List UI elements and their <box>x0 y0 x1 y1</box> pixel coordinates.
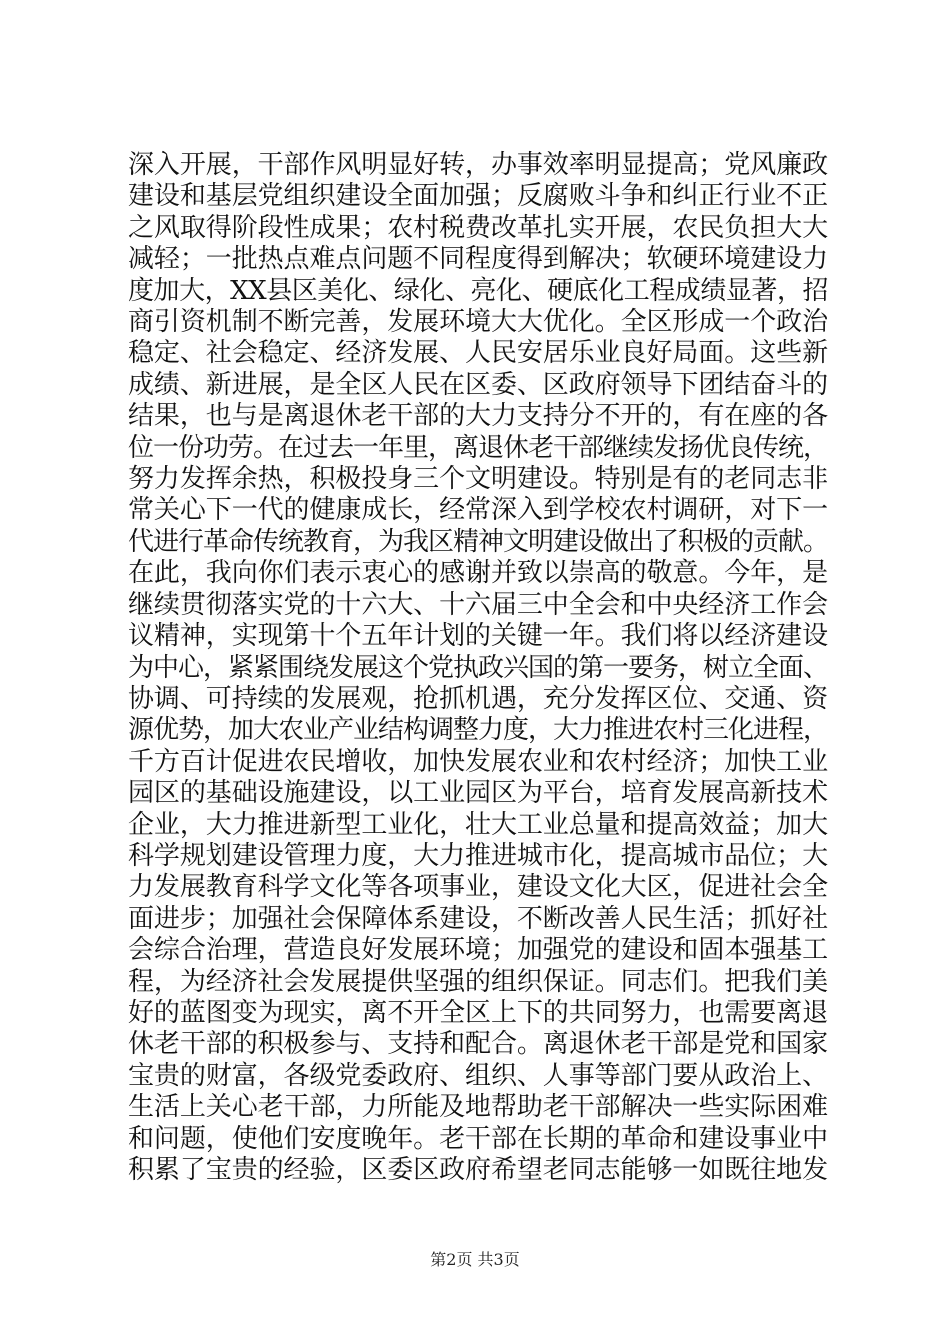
text-line: 成绩、新进展，是全区人民在区委、区政府领导下团结奋斗的 <box>128 369 828 400</box>
text-line: 程，为经济社会发展提供坚强的组织保证。同志们。把我们美 <box>128 966 828 997</box>
text-line: 生活上关心老干部，力所能及地帮助老干部解决一些实际困难 <box>128 1092 828 1123</box>
text-line: 源优势，加大农业产业结构调整力度，大力推进农村三化进程， <box>128 715 828 746</box>
text-line: 商引资机制不断完善，发展环境大大优化。全区形成一个政治 <box>128 307 828 338</box>
text-line: 努力发挥余热，积极投身三个文明建设。特别是有的老同志非 <box>128 464 828 495</box>
text-line: 为中心，紧紧围绕发展这个党执政兴国的第一要务，树立全面、 <box>128 652 828 683</box>
text-line: 位一份功劳。在过去一年里，离退休老干部继续发扬优良传统， <box>128 432 828 463</box>
text-line: 议精神，实现第十个五年计划的关键一年。我们将以经济建设 <box>128 621 828 652</box>
text-line: 结果，也与是离退休老干部的大力支持分不开的，有在座的各 <box>128 401 828 432</box>
text-line: 好的蓝图变为现实，离不开全区上下的共同努力，也需要离退 <box>128 997 828 1028</box>
text-line: 度加大，XX县区美化、绿化、亮化、硬底化工程成绩显著，招 <box>128 275 828 306</box>
page-footer: 第2页 共3页 <box>430 1250 520 1269</box>
text-line: 代进行革命传统教育，为我区精神文明建设做出了积极的贡献。 <box>128 526 828 557</box>
text-line: 之风取得阶段性成果；农村税费改革扎实开展，农民负担大大 <box>128 212 828 243</box>
text-line: 减轻；一批热点难点问题不同程度得到解决；软硬环境建设力 <box>128 244 828 275</box>
text-line: 会综合治理，营造良好发展环境；加强党的建设和固本强基工 <box>128 935 828 966</box>
body-paragraph <box>128 150 828 1186</box>
text-line: 宝贵的财富，各级党委政府、组织、人事等部门要从政治上、 <box>128 1060 828 1091</box>
text-line: 科学规划建设管理力度，大力推进城市化，提高城市品位；大 <box>128 840 828 871</box>
text-line: 稳定、社会稳定、经济发展、人民安居乐业良好局面。这些新 <box>128 338 828 369</box>
text-line: 协调、可持续的发展观，抢抓机遇，充分发挥区位、交通、资 <box>128 683 828 714</box>
text-line: 建设和基层党组织建设全面加强；反腐败斗争和纠正行业不正 <box>128 181 828 212</box>
text-line: 休老干部的积极参与、支持和配合。离退休老干部是党和国家 <box>128 1029 828 1060</box>
text-line: 继续贯彻落实党的十六大、十六届三中全会和中央经济工作会 <box>128 589 828 620</box>
text-line: 面进步；加强社会保障体系建设，不断改善人民生活；抓好社 <box>128 903 828 934</box>
text-line: 力发展教育科学文化等各项事业，建设文化大区，促进社会全 <box>128 872 828 903</box>
text-line: 在此，我向你们表示衷心的感谢并致以崇高的敬意。今年，是 <box>128 558 828 589</box>
text-line: 深入开展，干部作风明显好转，办事效率明显提高；党风廉政 <box>128 150 828 180</box>
text-line: 千方百计促进农民增收，加快发展农业和农村经济；加快工业 <box>128 746 828 777</box>
text-line: 积累了宝贵的经验，区委区政府希望老同志能够一如既往地发 <box>128 1155 828 1185</box>
text-line: 和问题，使他们安度晚年。老干部在长期的革命和建设事业中 <box>128 1123 828 1154</box>
text-line: 企业，大力推进新型工业化，壮大工业总量和提高效益；加大 <box>128 809 828 840</box>
text-line: 园区的基础设施建设，以工业园区为平台，培育发展高新技术 <box>128 778 828 809</box>
text-line: 常关心下一代的健康成长，经常深入到学校农村调研，对下一 <box>128 495 828 526</box>
